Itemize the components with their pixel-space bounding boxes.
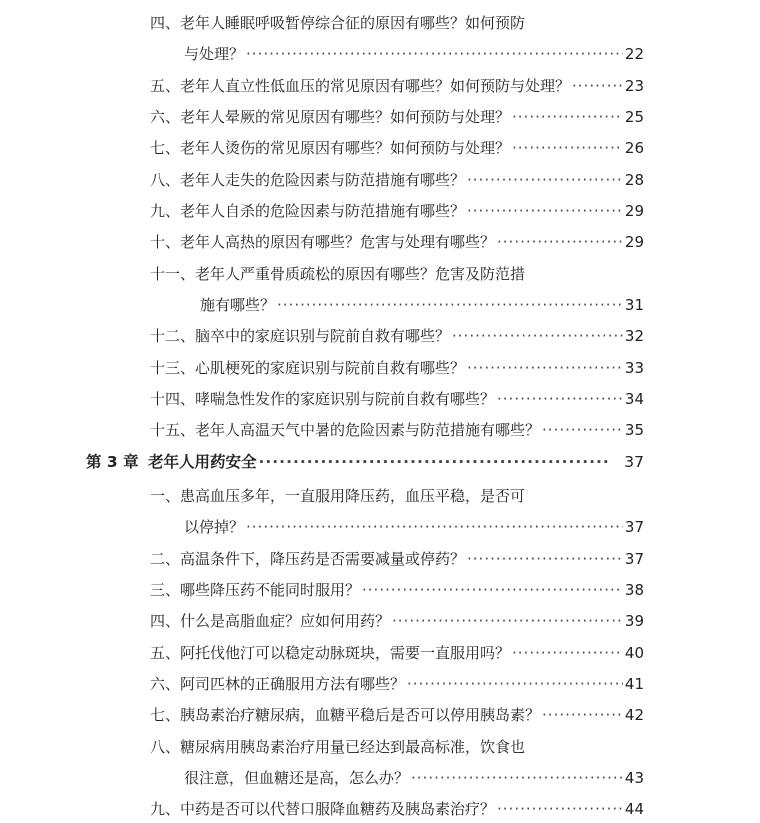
chapter-number: 第 3 章 — [86, 453, 139, 471]
toc-entry[interactable] — [150, 674, 644, 694]
entry-title: 六、阿司匹林的正确服用方法有哪些？ — [150, 675, 406, 693]
entry-title: 十二、脑卒中的家庭识别与院前自救有哪些？ — [150, 327, 451, 345]
entry-title: 四、什么是高脂血症？应如何用药？ — [150, 612, 391, 630]
toc-entry[interactable] — [150, 107, 644, 127]
toc-entry[interactable] — [200, 295, 644, 315]
toc-entry[interactable] — [150, 170, 644, 190]
dot-leader — [452, 326, 623, 346]
dot-leader — [259, 452, 609, 472]
page-number: 39 — [624, 612, 644, 630]
entry-title: 十一、老年人严重骨质疏松的原因有哪些？危害及防范措 — [150, 265, 526, 283]
page-number: 23 — [624, 77, 644, 95]
page-number: 37 — [624, 550, 644, 568]
entry-title: 八、糖尿病用胰岛素治疗用量已经达到最高标准，饮食也 — [150, 738, 526, 756]
dot-leader — [246, 44, 623, 64]
page-number: 43 — [624, 769, 644, 787]
toc-entry[interactable] — [184, 517, 644, 537]
entry-title: 二、高温条件下，降压药是否需要减量或停药？ — [150, 550, 466, 568]
page-number: 29 — [624, 233, 644, 251]
entry-title: 十五、老年人高温天气中暑的危险因素与防范措施有哪些？ — [150, 421, 541, 439]
dot-leader — [467, 170, 623, 190]
page-number: 34 — [624, 390, 644, 408]
entry-title: 八、老年人走失的危险因素与防范措施有哪些？ — [150, 171, 466, 189]
toc-entry-line — [150, 737, 525, 757]
entry-title: 一、患高血压多年，一直服用降压药，血压平稳，是否可 — [150, 487, 526, 505]
page-number: 31 — [624, 296, 644, 314]
page-number: 22 — [624, 45, 644, 63]
dot-leader — [512, 643, 623, 663]
entry-title: 七、老年人烫伤的常见原因有哪些？如何预防与处理？ — [150, 139, 511, 157]
page-number: 38 — [624, 581, 644, 599]
dot-leader — [572, 76, 623, 96]
toc-entry[interactable] — [150, 580, 644, 600]
toc-entry[interactable] — [150, 232, 644, 252]
dot-leader — [542, 420, 623, 440]
toc-entry[interactable] — [150, 326, 644, 346]
entry-title: 很注意，但血糖还是高，怎么办？ — [184, 769, 410, 787]
dot-leader — [277, 295, 623, 315]
toc-entry[interactable] — [150, 643, 644, 663]
dot-leader — [497, 232, 623, 252]
entry-title: 七、胰岛素治疗糖尿病，血糖平稳后是否可以停用胰岛素？ — [150, 706, 541, 724]
entry-title: 九、老年人自杀的危险因素与防范措施有哪些？ — [150, 202, 466, 220]
dot-leader — [467, 549, 623, 569]
entry-title: 十三、心肌梗死的家庭识别与院前自救有哪些？ — [150, 359, 466, 377]
dot-leader — [542, 705, 623, 725]
toc-entry[interactable] — [150, 549, 644, 569]
page-number: 42 — [624, 706, 644, 724]
dot-leader — [392, 611, 623, 631]
entry-title: 五、老年人直立性低血压的常见原因有哪些？如何预防与处理？ — [150, 77, 571, 95]
toc-entry[interactable] — [184, 768, 644, 788]
page-number: 32 — [624, 327, 644, 345]
page-number: 37 — [624, 453, 644, 471]
dot-leader — [512, 107, 623, 127]
dot-leader — [512, 138, 623, 158]
toc-entry[interactable] — [150, 358, 644, 378]
toc-entry-line — [150, 486, 525, 506]
chapter-title: 老年人用药安全 — [148, 453, 257, 471]
page-number: 28 — [624, 171, 644, 189]
toc-entry[interactable] — [150, 201, 644, 221]
page-number: 35 — [624, 421, 644, 439]
entry-title: 施有哪些？ — [200, 296, 276, 314]
page-number: 29 — [624, 202, 644, 220]
toc-entry[interactable] — [150, 138, 644, 158]
toc-entry[interactable] — [150, 799, 644, 819]
entry-title: 四、老年人睡眠呼吸暂停综合征的原因有哪些？如何预防 — [150, 14, 526, 32]
toc-entry[interactable] — [150, 611, 644, 631]
toc-entry-line — [150, 13, 525, 33]
dot-leader — [411, 768, 623, 788]
page-number: 41 — [624, 675, 644, 693]
page-number: 37 — [624, 518, 644, 536]
dot-leader — [467, 201, 623, 221]
entry-title: 九、中药是否可以代替口服降血糖药及胰岛素治疗？ — [150, 800, 496, 818]
toc-entry[interactable] — [150, 76, 644, 96]
toc-entry[interactable] — [150, 420, 644, 440]
toc-entry[interactable] — [150, 389, 644, 409]
dot-leader — [246, 517, 623, 537]
entry-title: 以停掉？ — [184, 518, 245, 536]
dot-leader — [362, 580, 623, 600]
toc-entry[interactable] — [184, 44, 644, 64]
dot-leader — [407, 674, 623, 694]
page-number: 44 — [624, 800, 644, 818]
toc-entry-line — [150, 264, 525, 284]
dot-leader — [467, 358, 623, 378]
page-number: 33 — [624, 359, 644, 377]
entry-title: 与处理？ — [184, 45, 245, 63]
dot-leader — [497, 389, 623, 409]
page-number: 26 — [624, 139, 644, 157]
entry-title: 三、哪些降压药不能同时服用？ — [150, 581, 361, 599]
page-number: 25 — [624, 108, 644, 126]
entry-title: 十、老年人高热的原因有哪些？危害与处理有哪些？ — [150, 233, 496, 251]
entry-title: 十四、哮喘急性发作的家庭识别与院前自救有哪些？ — [150, 390, 496, 408]
page-number: 40 — [624, 644, 644, 662]
entry-title: 五、阿托伐他汀可以稳定动脉斑块，需要一直服用吗？ — [150, 644, 511, 662]
dot-leader — [497, 799, 623, 819]
chapter-heading[interactable] — [86, 452, 644, 472]
toc-entry[interactable] — [150, 705, 644, 725]
entry-title: 六、老年人晕厥的常见原因有哪些？如何预防与处理？ — [150, 108, 511, 126]
